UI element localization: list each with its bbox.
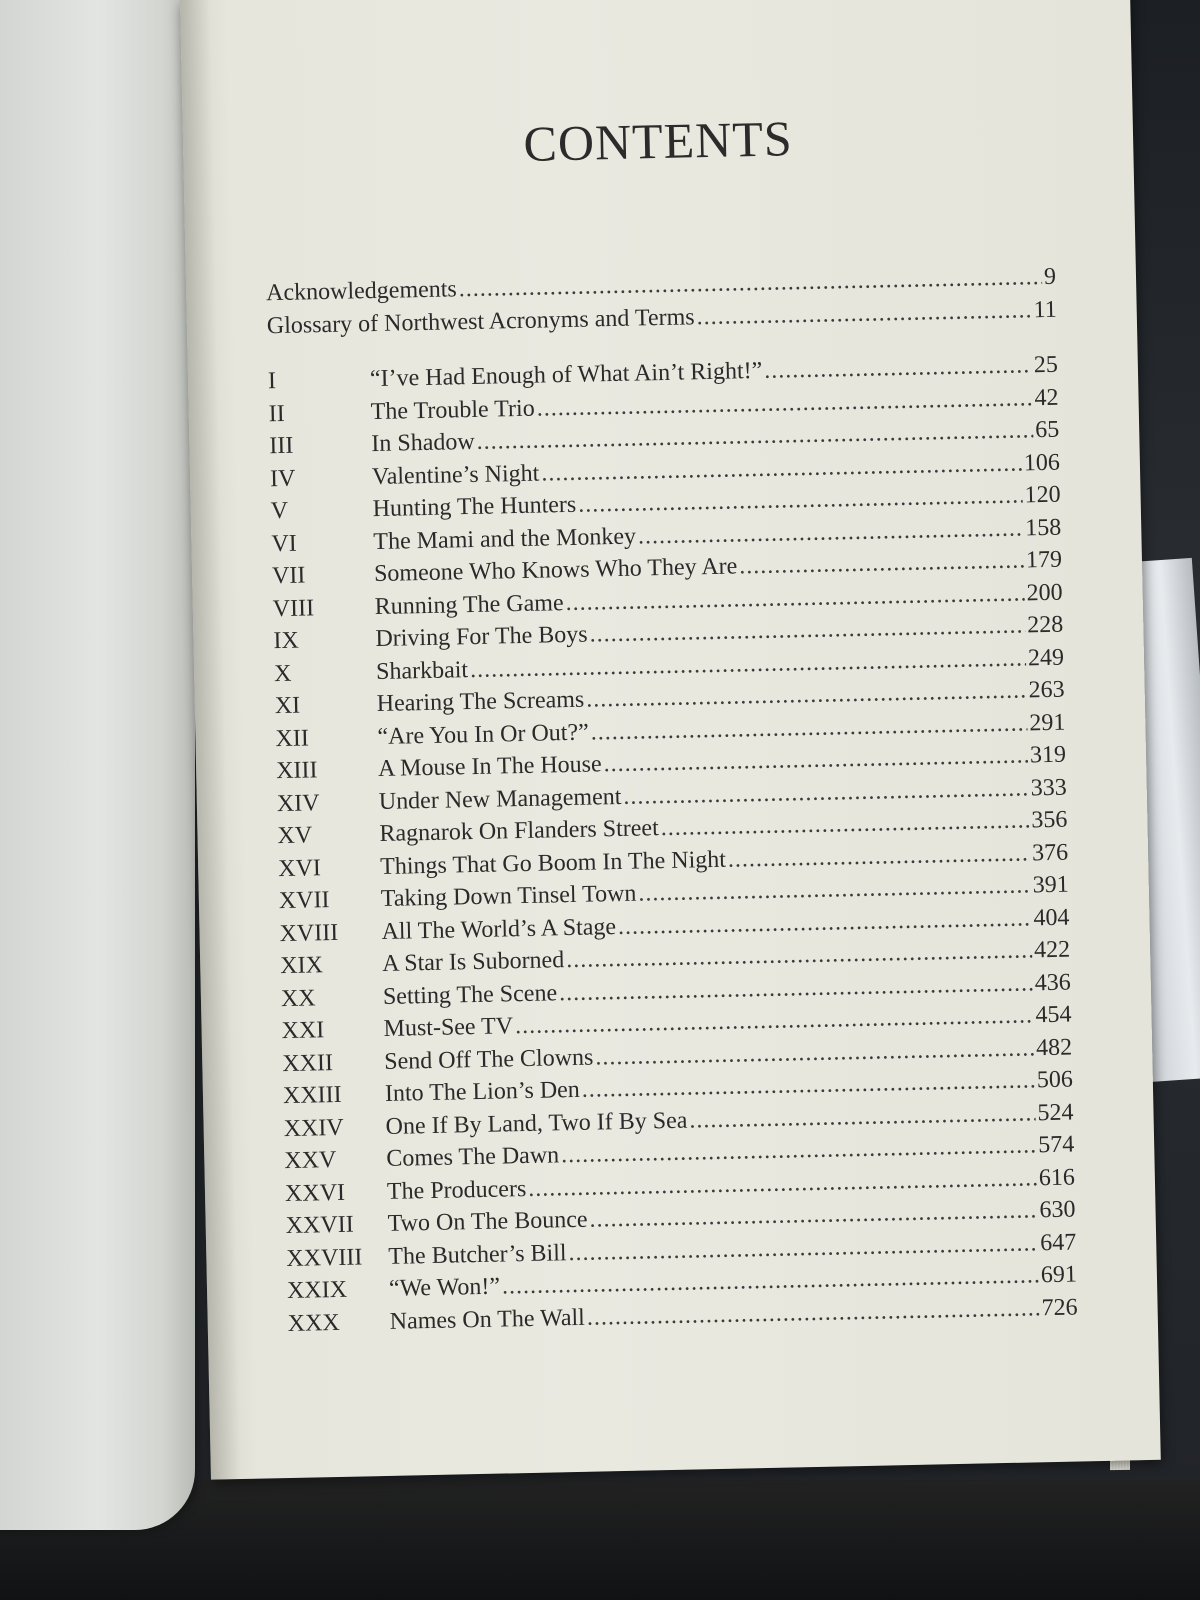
chapter-title: A Mouse In The House <box>377 751 602 783</box>
chapter-number: XI <box>274 692 301 720</box>
chapter-page-number: 376 <box>1031 839 1069 866</box>
chapter-title: Hearing The Screams <box>376 686 585 718</box>
chapter-title: The Butcher’s Bill <box>388 1239 567 1270</box>
chapter-page-number: 228 <box>1027 611 1064 639</box>
chapter-page-number: 158 <box>1024 514 1062 541</box>
chapter-number: VII <box>271 562 306 590</box>
chapter-page-number: 25 <box>1033 351 1059 379</box>
chapter-number: XX <box>280 984 316 1012</box>
chapter-page-number: 120 <box>1024 481 1061 509</box>
chapter-number: IV <box>269 465 296 492</box>
chapter-title: The Producers <box>386 1175 527 1205</box>
chapter-number: I <box>267 368 277 395</box>
chapter-number: XVII <box>278 887 330 915</box>
chapter-title: “Are You In Or Out?” <box>377 719 589 750</box>
chapter-title: The Mami and the Monkey <box>373 523 637 555</box>
chapter-page-number: 333 <box>1030 774 1067 801</box>
chapter-title: Into The Lion’s Den <box>384 1076 581 1107</box>
chapter-page-number: 422 <box>1033 936 1071 964</box>
entry-title: Acknowledgements <box>265 276 458 307</box>
chapter-number: V <box>270 497 289 525</box>
dot-leader <box>696 297 1032 331</box>
page-title: CONTENTS <box>522 110 794 172</box>
chapter-title: In Shadow <box>371 428 475 458</box>
chapter-page-number: 263 <box>1028 676 1065 704</box>
chapter-page-number: 404 <box>1033 904 1070 931</box>
chapter-number: XXIV <box>283 1114 344 1142</box>
chapter-page-number: 524 <box>1037 1099 1074 1126</box>
chapter-title: Hunting The Hunters <box>372 491 577 523</box>
chapter-page-number: 65 <box>1034 416 1060 444</box>
chapter-page-number: 482 <box>1035 1034 1073 1061</box>
chapter-page-number: 391 <box>1032 871 1069 899</box>
chapter-title: One If By Land, Two If By Sea <box>385 1107 688 1140</box>
chapter-number: XIX <box>279 952 324 980</box>
chapter-title: Two On The Bounce <box>387 1206 588 1237</box>
chapter-number: XXIII <box>282 1081 342 1110</box>
chapter-list <box>268 352 1078 1343</box>
chapter-number: XXIX <box>286 1276 348 1305</box>
chapter-number: XXVI <box>284 1179 346 1207</box>
chapter-number: VIII <box>272 594 315 622</box>
chapter-page-number: 106 <box>1023 449 1061 476</box>
chapter-title: Ragnarok On Flanders Street <box>379 815 660 848</box>
chapter-title: Under New Management <box>378 783 622 815</box>
chapter-page-number: 42 <box>1034 384 1059 411</box>
entry-title: Glossary of Northwest Acronyms and Terms <box>266 303 695 339</box>
chapter-page-number: 179 <box>1025 546 1063 574</box>
chapter-page-number: 691 <box>1040 1261 1078 1289</box>
chapter-page-number: 356 <box>1031 806 1068 834</box>
dot-leader <box>739 547 1024 580</box>
chapter-number: XXII <box>282 1049 334 1077</box>
dot-leader <box>728 840 1031 873</box>
chapter-title: Things That Go Boom In The Night <box>379 846 727 880</box>
chapter-page-number: 726 <box>1041 1293 1078 1321</box>
chapter-page-number: 506 <box>1036 1066 1074 1094</box>
chapter-title: Running The Game <box>374 589 564 620</box>
chapter-number: XV <box>277 822 313 850</box>
chapter-title: Setting The Scene <box>382 979 558 1010</box>
chapter-number: XIII <box>275 757 318 785</box>
chapter-number: II <box>268 400 285 427</box>
chapter-page-number: 454 <box>1035 1001 1072 1029</box>
chapter-title: A Star Is Suborned <box>381 947 565 977</box>
chapter-number: XVIII <box>279 919 339 947</box>
chapter-number: III <box>269 432 294 460</box>
chapter-number: XXVII <box>285 1211 354 1240</box>
chapter-title: Must-See TV <box>383 1013 514 1042</box>
chapter-title: Send Off The Clowns <box>384 1044 594 1075</box>
chapter-title: The Trouble Trio <box>370 395 535 425</box>
contents-page <box>180 0 1161 1480</box>
chapter-number: XXV <box>284 1146 337 1175</box>
chapter-number: XXX <box>287 1309 341 1337</box>
chapter-number: X <box>273 660 292 687</box>
chapter-number: VI <box>271 530 298 557</box>
chapter-page-number: 319 <box>1029 741 1067 769</box>
dot-leader <box>764 352 1032 385</box>
chapter-title: Taking Down Tinsel Town <box>380 880 637 912</box>
chapter-title: Names On The Wall <box>389 1304 586 1335</box>
chapter-title: Valentine’s Night <box>371 460 540 490</box>
chapter-title: Comes The Dawn <box>386 1142 560 1172</box>
chapter-number: XVI <box>277 854 322 882</box>
chapter-page-number: 200 <box>1026 579 1063 606</box>
entry-page-number: 9 <box>1043 263 1057 290</box>
chapter-number: XII <box>275 724 310 752</box>
left-page <box>0 0 195 1530</box>
chapter-number: IX <box>273 627 300 655</box>
chapter-page-number: 630 <box>1039 1196 1076 1224</box>
chapter-page-number: 647 <box>1039 1229 1077 1256</box>
chapter-title: Someone Who Knows Who They Are <box>373 553 738 588</box>
chapter-number: XIV <box>276 789 320 817</box>
chapter-number: XXVIII <box>286 1243 363 1272</box>
chapter-page-number: 616 <box>1038 1164 1076 1191</box>
chapter-page-number: 249 <box>1027 644 1065 671</box>
chapter-title: Driving For The Boys <box>375 621 588 653</box>
chapter-page-number: 436 <box>1034 969 1072 996</box>
chapter-title: “We Won!” <box>388 1273 501 1302</box>
chapter-title: “I’ve Had Enough of What Ain’t Right!” <box>369 357 763 393</box>
chapter-title: All The World’s A Stage <box>381 913 617 945</box>
chapter-title: Sharkbait <box>375 656 469 685</box>
chapter-page-number: 291 <box>1029 709 1066 736</box>
chapter-number: XXI <box>281 1017 325 1045</box>
chapter-page-number: 574 <box>1037 1131 1075 1159</box>
entry-page-number: 11 <box>1033 296 1057 323</box>
front-matter-list <box>266 264 1057 346</box>
